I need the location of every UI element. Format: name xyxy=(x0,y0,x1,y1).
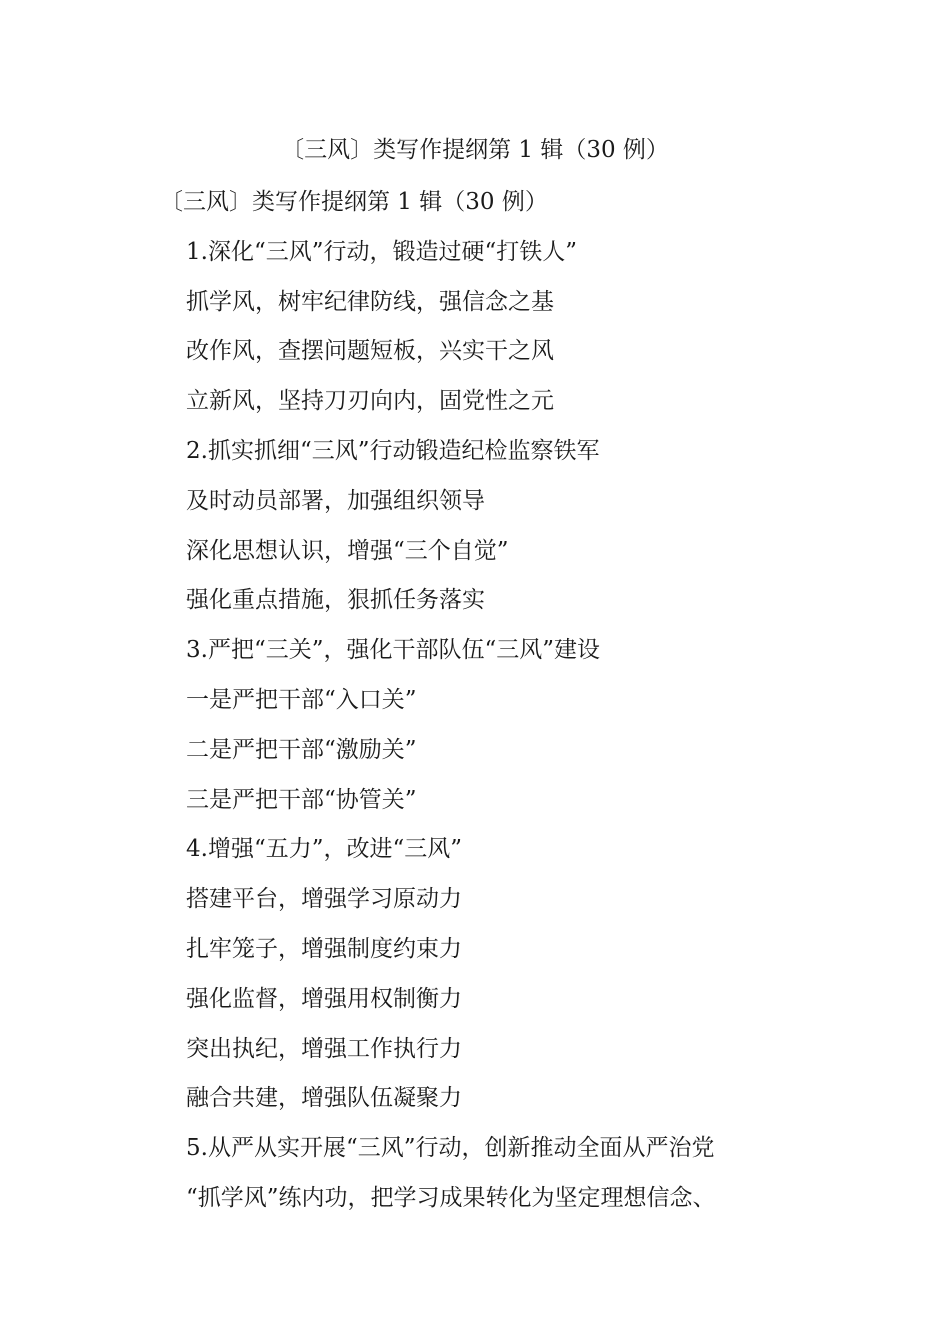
section-heading: 2.抓实抓细“三风”行动锻造纪检监察铁军 xyxy=(186,437,600,464)
outline-item: 融合共建，增强队伍凝聚力 xyxy=(186,1085,462,1112)
section-heading: 3.严把“三关”，强化干部队伍“三风”建设 xyxy=(186,637,600,664)
document-body xyxy=(0,178,950,1224)
outline-item: 二是严把干部“激励关” xyxy=(186,736,417,763)
outline-item: 立新风，坚持刀刃向内，固党性之元 xyxy=(186,388,554,415)
outline-item: 突出执纪，增强工作执行力 xyxy=(186,1035,462,1062)
outline-item: 扎牢笼子，增强制度约束力 xyxy=(186,935,462,962)
outline-item: 强化监督，增强用权制衡力 xyxy=(186,985,462,1012)
outline-item: 一是严把干部“入口关” xyxy=(186,686,417,713)
section-heading: 1.深化“三风”行动，锻造过硬“打铁人” xyxy=(186,238,577,265)
document-subtitle: 〔三风〕类写作提纲第 1 辑（30 例） xyxy=(160,189,548,215)
outline-item: 三是严把干部“协管关” xyxy=(186,786,417,813)
outline-item: 深化思想认识，增强“三个自觉” xyxy=(186,537,509,564)
outline-item: 强化重点措施，狠抓任务落实 xyxy=(186,587,485,614)
document-title: 〔三风〕类写作提纲第 1 辑（30 例） xyxy=(281,137,669,163)
outline-item: “抓学风”练内功，把学习成果转化为坚定理想信念、 xyxy=(186,1184,716,1211)
outline-item: 搭建平台，增强学习原动力 xyxy=(186,886,462,913)
outline-item: 改作风，查摆问题短板，兴实干之风 xyxy=(186,338,554,365)
section-heading: 5.从严从实开展“三风”行动，创新推动全面从严治党 xyxy=(186,1135,715,1162)
section-heading: 4.增强“五力”，改进“三风” xyxy=(186,836,462,863)
outline-item: 抓学风，树牢纪律防线，强信念之基 xyxy=(186,288,554,315)
outline-item: 及时动员部署，加强组织领导 xyxy=(186,487,485,514)
